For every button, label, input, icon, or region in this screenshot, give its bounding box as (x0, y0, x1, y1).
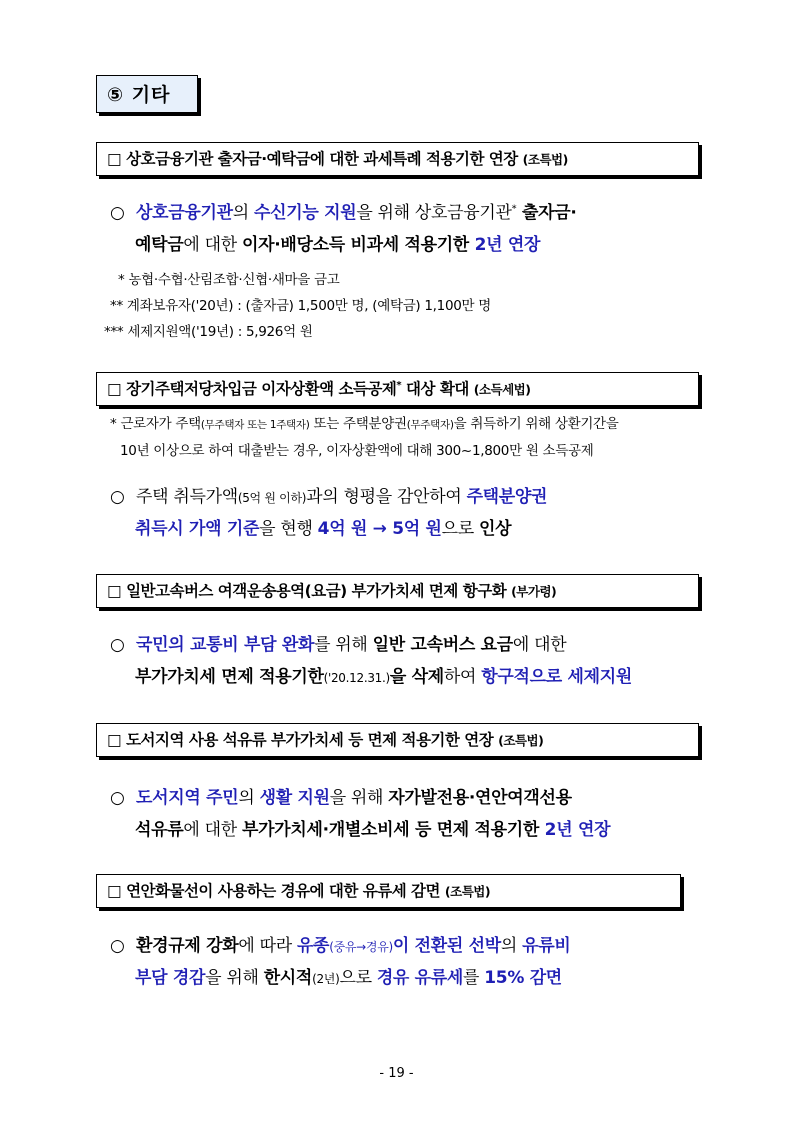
circle-bullet-icon: ○ (110, 487, 125, 507)
section-5-line-2: 부담 경감을 위해 한시적(2년)으로 경유 유류세를 15% 감면 (135, 968, 562, 988)
checkbox-square-icon: □ (107, 380, 122, 398)
footnote: * 근로자가 주택(무주택자 또는 1주택자) 또는 주택분양권(무주택자)을 취득하기 위해 상환기간을 (110, 416, 619, 432)
circle-bullet-icon: ○ (110, 203, 125, 223)
page-number: - 19 - (379, 1066, 414, 1081)
section-title: 상호금융기관 출자금·예탁금에 대한 과세특례 적용기한 연장 (126, 150, 518, 168)
footnote: *** 세제지원액('19년) : 5,926억 원 (104, 324, 313, 340)
section-2-line-2: 취득시 가액 기준을 현행 4억 원 → 5억 원으로 인상 (135, 519, 512, 539)
section-2-line-1: ○ 주택 취득가액(5억 원 이하)과의 형평을 감안하여 주택분양권 (110, 487, 548, 507)
section-4-line-1: ○ 도서지역 주민의 생활 지원을 위해 자가발전용·연안여객선용 (110, 788, 572, 808)
law-tag: (소득세법) (473, 382, 531, 397)
section-header-5 (96, 874, 681, 908)
footnote: * 농협·수협·산림조합·신협·새마을 금고 (118, 272, 340, 288)
law-tag: (부가령) (511, 584, 557, 599)
section-3-line-1: ○ 국민의 교통비 부담 완화를 위해 일반 고속버스 요금에 대한 (110, 635, 567, 655)
section-4-line-2: 석유류에 대한 부가가치세·개별소비세 등 면제 적용기한 2년 연장 (135, 820, 611, 840)
checkbox-square-icon: □ (107, 882, 122, 900)
checkbox-square-icon: □ (107, 731, 122, 749)
section-1-line-2: 예탁금에 대한 이자·배당소득 비과세 적용기한 2년 연장 (135, 235, 541, 255)
section-title: 연안화물선이 사용하는 경유에 대한 유류세 감면 (126, 882, 441, 900)
section-header-3 (96, 574, 699, 608)
section-title: 장기주택저당차입금 이자상환액 소득공제 (126, 380, 397, 398)
circle-bullet-icon: ○ (110, 936, 125, 956)
chapter-title: ⑤ 기타 (96, 75, 198, 113)
law-tag: (조특법) (522, 152, 568, 167)
section-title: 도서지역 사용 석유류 부가가치세 등 면제 적용기한 연장 (126, 731, 494, 749)
section-header-2: □ 장기주택저당차입금 이자상환액 소득공제* 대상 확대 (소득세법) (96, 372, 699, 406)
section-title: 일반고속버스 여객운송용역(요금) 부가가치세 면제 항구화 (126, 582, 507, 600)
circle-bullet-icon: ○ (110, 788, 125, 808)
checkbox-square-icon: □ (107, 582, 122, 600)
section-5-line-1: ○ 환경규제 강화에 따라 유종(중유→경유)이 전환된 선박의 유류비 (110, 936, 571, 956)
section-header-4 (96, 723, 699, 757)
section-1-line-1: ○ 상호금융기관의 수신기능 지원을 위해 상호금융기관* 출자금· (110, 203, 577, 223)
law-tag: (조특법) (498, 733, 544, 748)
section-3-line-2: 부가가치세 면제 적용기한('20.12.31.)을 삭제하여 항구적으로 세제지원 (135, 667, 632, 687)
footnote: ** 계좌보유자('20년) : (출자금) 1,500만 명, (예탁금) 1,100만 명 (110, 298, 492, 314)
checkbox-square-icon: □ (107, 150, 122, 168)
footnote: 10년 이상으로 하여 대출받는 경우, 이자상환액에 대해 300~1,800만 원 소득공제 (120, 443, 594, 459)
law-tag: (조특법) (444, 884, 491, 899)
section-header-1 (96, 142, 699, 176)
circle-bullet-icon: ○ (110, 635, 125, 655)
